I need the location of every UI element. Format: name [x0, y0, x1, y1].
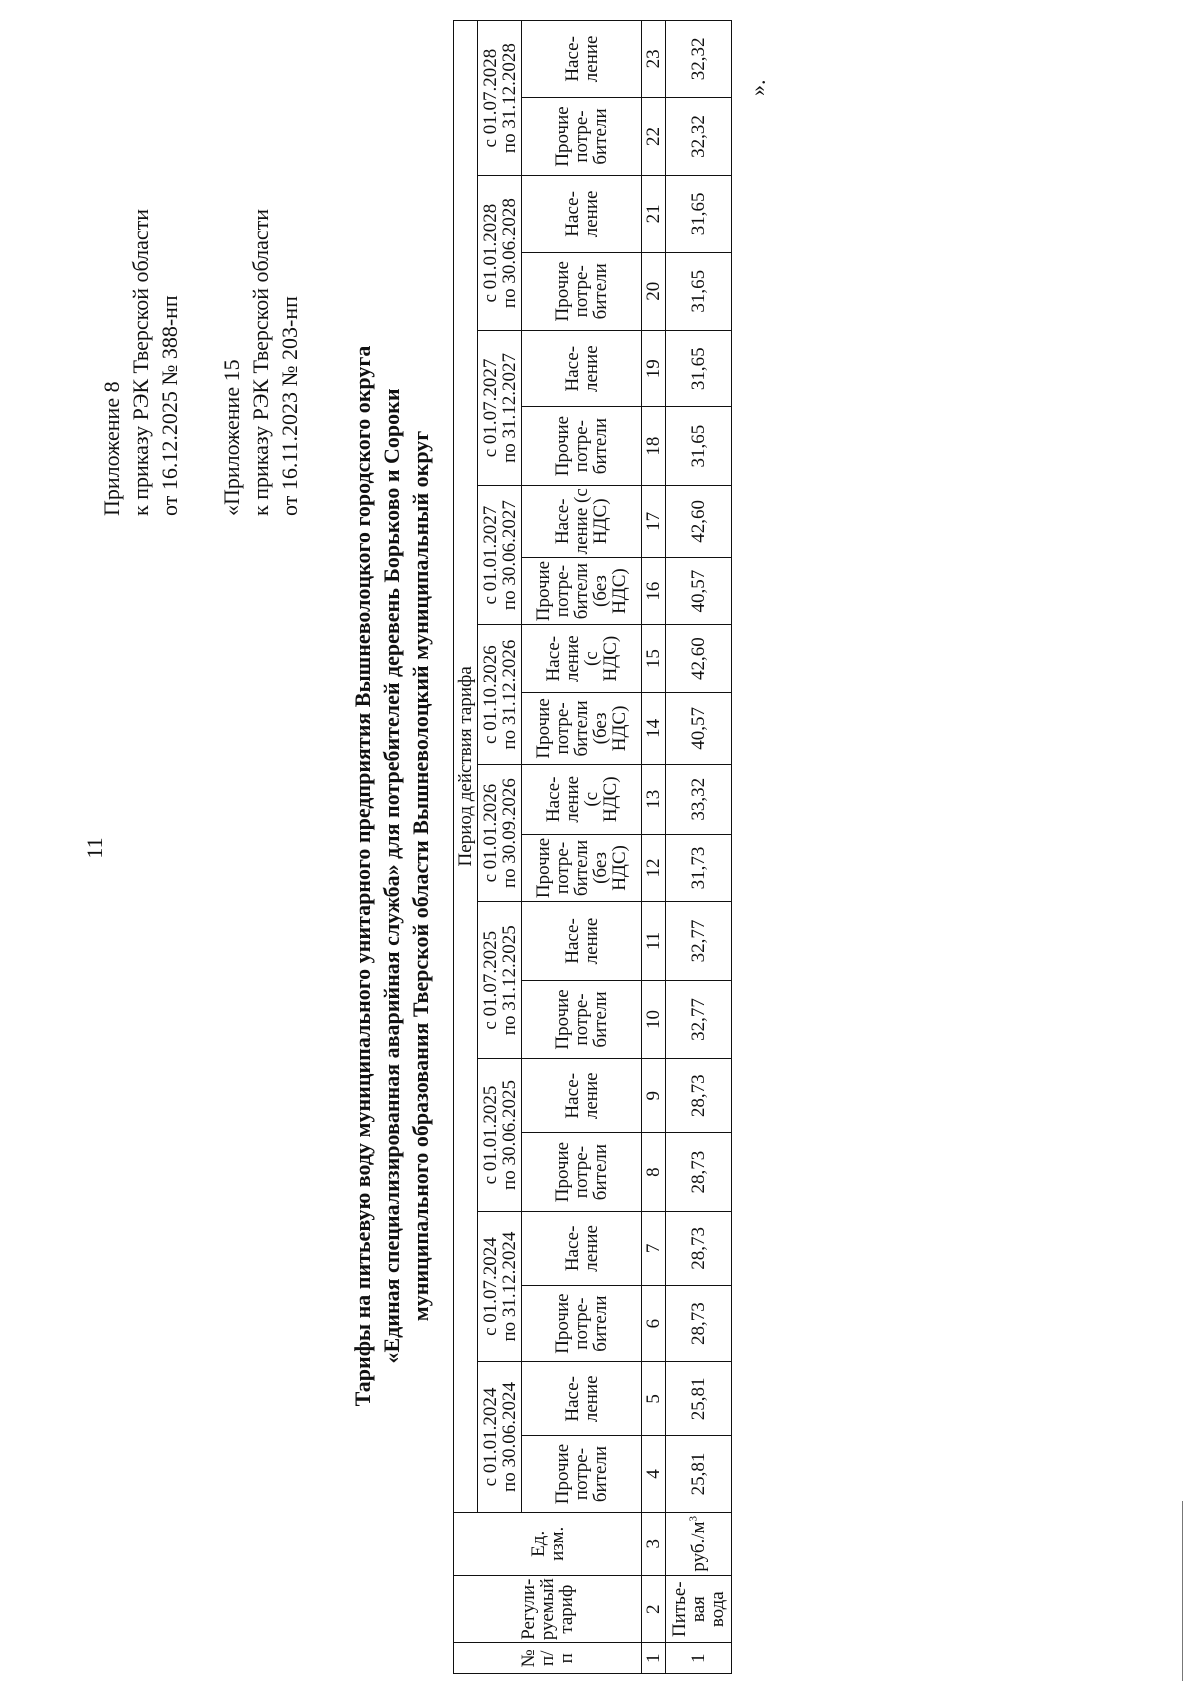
subheader-population: Насе-ление — [522, 1211, 642, 1285]
row-tariff-name: Питье-вая вода — [666, 1575, 732, 1643]
period-header: с 01.01.2024 по 30.06.2024 — [478, 1362, 522, 1512]
column-number: 7 — [642, 1211, 666, 1285]
subheader-other-novat: Прочие потре-бители (без НДС) — [522, 692, 642, 764]
subheader-other: Прочие потре-бители — [522, 1285, 642, 1361]
column-number: 8 — [642, 1133, 666, 1211]
column-number: 18 — [642, 407, 666, 485]
period-header: с 01.07.2027 по 31.12.2027 — [478, 331, 522, 486]
column-number: 5 — [642, 1362, 666, 1436]
period-header: с 01.01.2027 по 30.06.2027 — [478, 485, 522, 625]
subheader-population: Насе-ление — [522, 21, 642, 98]
column-number: 22 — [642, 97, 666, 175]
subheader-population: Насе-ление — [522, 1059, 642, 1133]
period-header: с 01.07.2028 по 31.12.2028 — [478, 21, 522, 176]
tariff-value: 28,73 — [666, 1133, 732, 1211]
table-row — [666, 21, 732, 1674]
column-number: 10 — [642, 980, 666, 1058]
tariff-table — [453, 20, 732, 1674]
tariff-value: 31,65 — [666, 331, 732, 407]
column-number: 6 — [642, 1285, 666, 1361]
subheader-other: Прочие потре-бители — [522, 97, 642, 175]
period-header: с 01.01.2026 по 30.09.2026 — [478, 764, 522, 901]
header-row-consumers — [522, 21, 642, 1674]
subheader-other: Прочие потре-бители — [522, 252, 642, 330]
period-header: с 01.07.2024 по 31.12.2024 — [478, 1211, 522, 1361]
tariff-value: 33,32 — [666, 764, 732, 834]
column-number: 15 — [642, 625, 666, 693]
tariff-value: 32,77 — [666, 902, 732, 980]
margin-line — [1182, 1501, 1183, 1681]
tariff-value: 40,57 — [666, 557, 732, 625]
subheader-other: Прочие потре-бители — [522, 407, 642, 485]
subheader-other: Прочие потре-бители — [522, 1436, 642, 1512]
tariff-value: 31,65 — [666, 176, 732, 252]
header-number: № п/п — [454, 1643, 642, 1674]
tariff-value: 32,32 — [666, 97, 732, 175]
column-number: 19 — [642, 331, 666, 407]
column-number: 2 — [642, 1575, 666, 1643]
column-number: 14 — [642, 692, 666, 764]
column-number: 3 — [642, 1512, 666, 1575]
column-number: 4 — [642, 1436, 666, 1512]
column-number: 12 — [642, 834, 666, 902]
column-number: 16 — [642, 557, 666, 625]
header-period: Период действия тарифа — [454, 21, 478, 1513]
column-number: 11 — [642, 902, 666, 980]
period-header: с 01.01.2028 по 30.06.2028 — [478, 176, 522, 331]
subheader-population: Насе-ление — [522, 331, 642, 407]
tariff-value: 40,57 — [666, 692, 732, 764]
appendix-reference-new — [97, 209, 184, 516]
subheader-population: Насе-ление — [522, 1362, 642, 1436]
column-number: 1 — [642, 1643, 666, 1674]
tariff-value: 42,60 — [666, 625, 732, 693]
appendix-new-line-2: к приказу РЭК Тверской области — [128, 208, 153, 516]
appendix-old-line-1: «Приложение 15 — [219, 359, 244, 516]
period-header: с 01.10.2026 по 31.12.2026 — [478, 625, 522, 765]
header-row-dates — [478, 21, 522, 1674]
column-number: 17 — [642, 485, 666, 557]
appendix-new-line-3: от 16.12.2025 № 388-нп — [157, 295, 182, 516]
page-number: 11 — [82, 837, 107, 859]
header-row-period — [454, 21, 478, 1674]
subheader-other-novat: Прочие потре-бители (без НДС) — [522, 557, 642, 625]
tariff-value: 32,32 — [666, 21, 732, 98]
tariff-value: 31,65 — [666, 407, 732, 485]
tariff-value: 28,73 — [666, 1285, 732, 1361]
header-tariff: Регули-руемый тариф — [454, 1575, 642, 1643]
column-number-row — [642, 21, 666, 1674]
tariff-value: 25,81 — [666, 1362, 732, 1436]
period-header: с 01.07.2025 по 31.12.2025 — [478, 902, 522, 1059]
subheader-population: Насе-ление — [522, 176, 642, 252]
title-line-2: «Единая специализированная аварийная служба» для потребителей деревень Борьково и Сороки — [379, 388, 404, 1364]
row-number: 1 — [666, 1643, 732, 1674]
title-line-1: Тарифы на питьевую воду муниципального унитарного предприятия Вышневолоцкого городского округа — [350, 345, 375, 1407]
document-title — [348, 231, 435, 1521]
tariff-value: 32,77 — [666, 980, 732, 1058]
subheader-other: Прочие потре-бители — [522, 980, 642, 1058]
closing-quote: ». — [745, 79, 770, 96]
row-unit: $руб./м^3$ — [666, 1512, 732, 1575]
tariff-value: 31,65 — [666, 252, 732, 330]
subheader-other: Прочие потре-бители — [522, 1133, 642, 1211]
appendix-new-line-1: Приложение 8 — [99, 381, 124, 516]
column-number: 9 — [642, 1059, 666, 1133]
column-number: 23 — [642, 21, 666, 98]
subheader-population-vat: Насе-ление (с НДС) — [522, 764, 642, 834]
tariff-value: 28,73 — [666, 1211, 732, 1285]
column-number: 20 — [642, 252, 666, 330]
tariff-value: 28,73 — [666, 1059, 732, 1133]
header-unit: Ед. изм. — [454, 1512, 642, 1575]
period-header: с 01.01.2025 по 30.06.2025 — [478, 1059, 522, 1212]
tariff-value: 25,81 — [666, 1436, 732, 1512]
tariff-value: 42,60 — [666, 485, 732, 557]
column-number: 13 — [642, 764, 666, 834]
subheader-population-vat: Насе-ление (с НДС) — [522, 625, 642, 693]
appendix-old-line-2: к приказу РЭК Тверской области — [248, 208, 273, 516]
tariff-value: 31,73 — [666, 834, 732, 902]
subheader-population: Насе-ление — [522, 902, 642, 980]
appendix-old-line-3: от 16.11.2023 № 203-нп — [277, 296, 302, 516]
column-number: 21 — [642, 176, 666, 252]
subheader-population-vat: Насе-ление (с НДС) — [522, 485, 642, 557]
subheader-other-novat: Прочие потре-бители (без НДС) — [522, 834, 642, 902]
title-line-3: муниципального образования Тверской области Вышневолоцкий муниципальный округ — [408, 430, 433, 1322]
appendix-reference-old — [217, 209, 304, 516]
